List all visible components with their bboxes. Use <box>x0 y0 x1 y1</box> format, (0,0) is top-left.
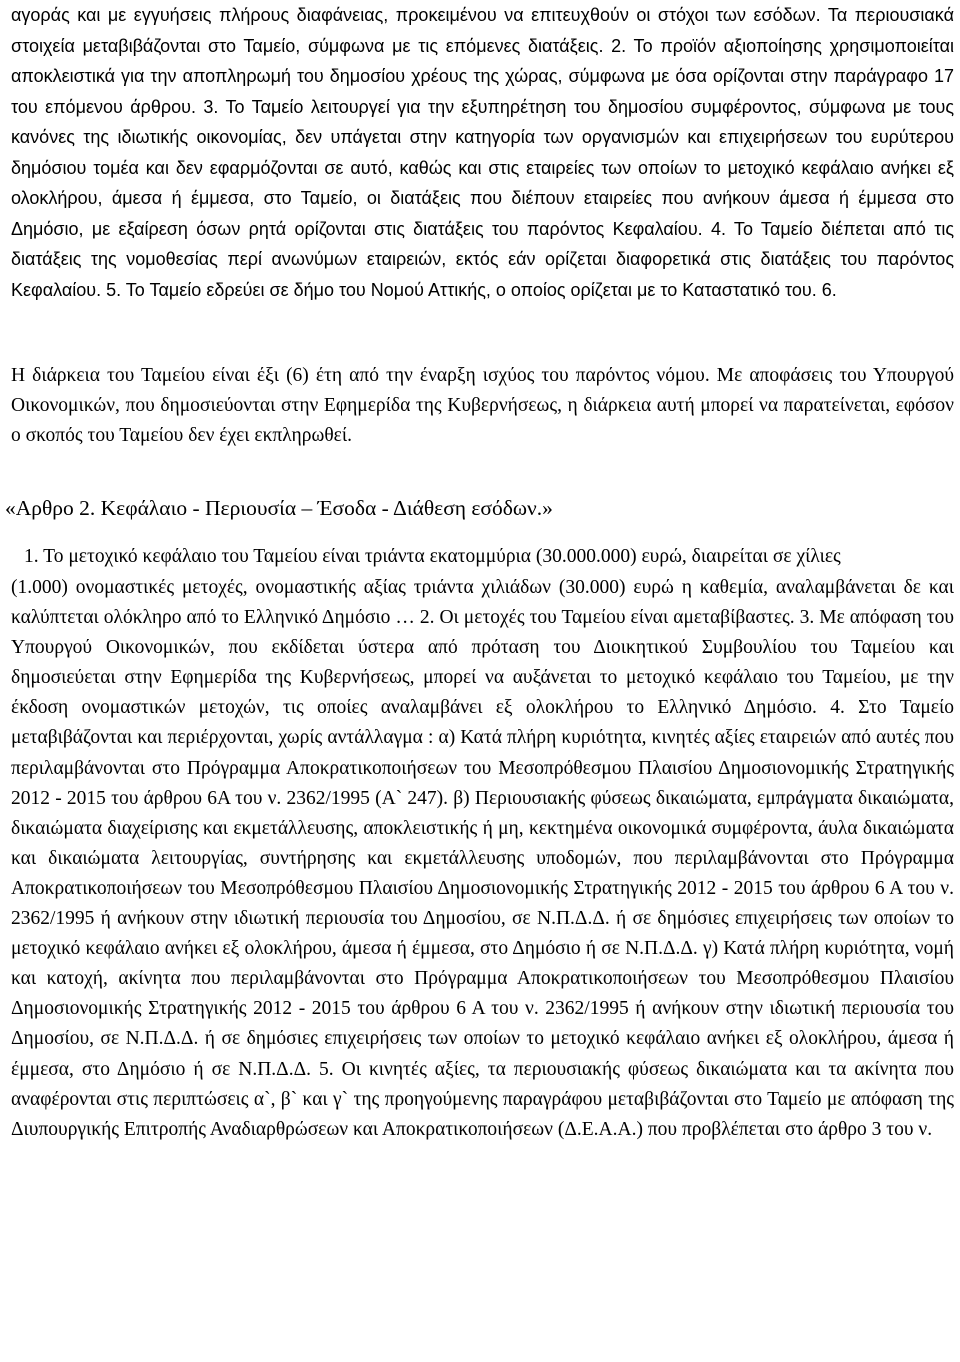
paragraph-article-1-continued: αγοράς και με εγγυήσεις πλήρους διαφάνειας, προκειμένου να επιτευχθούν οι στόχοι των εσόδων. Τα περιουσιακά στοιχεία μεταβιβάζονται στο Ταμείο, σύμφωνα με τις επόμενες διατάξεις. 2. Το προϊόν αξιοποίησης χρησιμοποιείται αποκλειστικά για την αποπληρωμή του δημοσίου χρέους της χώρας, σύμφωνα με όσα ορίζονται στην παράγραφο 17 του επόμενου άρθρου. 3. Το Ταμείο λειτουργεί για την εξυπηρέτηση του δημοσίου συμφέροντος, σύμφωνα με τους κανόνες της ιδιωτικής οικονομίας, δεν υπάγεται στην κατηγορία των οργανισμών και επιχειρήσεων του ευρύτερου δημόσιου τομέα και δεν εφαρμόζονται σε αυτό, καθώς και στις εταιρείες των οποίων το μετοχικό κεφάλαιο ανήκει εξ ολοκλήρου, άμεσα ή έμμεσα, στο Ταμείο, οι διατάξεις που διέπουν εταιρείες που ανήκουν άμεσα ή έμμεσα στο Δημόσιο, με εξαίρεση όσων ρητά ορίζονται στις διατάξεις του παρόντος Κεφαλαίου. 4. Το Ταμείο διέπεται από τις διατάξεις της νομοθεσίας περί ανωνύμων εταιρειών, εκτός εάν ορίζεται διαφορετικά στις διατάξεις του παρόντος Κεφαλαίου. 5. Το Ταμείο εδρεύει σε δήμο του Νομού Αττικής, ο οποίος ορίζεται με το Καταστατικό του. 6. <box>11 5 954 300</box>
article-2-heading: «Αρθρο 2. Κεφάλαιο - Περιουσία – Έσοδα - Διάθεση εσόδων.» <box>5 496 553 520</box>
paragraph-share-capital-first-line: 1. Το μετοχικό κεφάλαιο του Ταμείου είναι τριάντα εκατομμύρια (30.000.000) ευρώ, διαιρείται σε χίλιες <box>24 546 841 567</box>
paragraph-duration: Η διάρκεια του Ταμείου είναι έξι (6) έτη από την έναρξη ισχύος του παρόντος νόμου. Με αποφάσεις του Υπουργού Οικονομικών, που δημοσιεύονται στην Εφημερίδα της Κυβερνήσεως, η διάρκεια αυτή μπορεί να παρατείνεται, εφόσον ο σκοπός του Ταμείου δεν έχει εκπληρωθεί. <box>11 365 954 447</box>
paragraph-share-capital: (1.000) ονομαστικές μετοχές, ονομαστικής αξίας τριάντα χιλιάδων (30.000) ευρώ η καθεμία, αναλαμβάνεται δε και καλύπτεται ολόκληρο από το Ελληνικό Δημόσιο … 2. Οι μετοχές του Ταμείου είναι αμεταβίβαστες. 3. Με απόφαση του Υπουργού Οικονομικών, που εκδίδεται ύστερα από πρόταση του Διοικητικού Συμβουλίου του Ταμείου και δημοσιεύεται στην Εφημερίδα της Κυβερνήσεως, μπορεί να αυξάνεται το μετοχικό κεφάλαιο του Ταμείου, με την έκδοση ονομαστικών μετοχών, τις οποίες αναλαμβάνει εξ ολοκλήρου το Ελληνικό Δημόσιο. 4. Στο Ταμείο μεταβιβάζονται και περιέρχονται, χωρίς αντάλλαγμα : α) Κατά πλήρη κυριότητα, κινητές αξίες εταιρειών από αυτές που περιλαμβάνονται στο Πρόγραμμα Αποκρατικοποιήσεων του Μεσοπρόθεσμου Πλαισίου Δημοσιονομικής Στρατηγικής 2012 - 2015 του άρθρου 6Α του ν. 2362/1995 (Α` 247). β) Περιουσιακής φύσεως δικαιώματα, εμπράγματα δικαιώματα, δικαιώματα διαχείρισης και εκμετάλλευσης, αποκλειστικής ή μη, κεκτημένα οικονομικά συμφέροντα, άυλα δικαιώματα και δικαιώματα λειτουργίας, συντήρησης και εκμετάλλευσης υποδομών, που περιλαμβάνονται στο Πρόγραμμα Αποκρατικοποιήσεων του Μεσοπρόθεσμου Πλαισίου Δημοσιονομικής Στρατηγικής 2012 - 2015 του άρθρου 6 Α του ν. 2362/1995 ή ανήκουν στην ιδιωτική περιουσία του Δημοσίου, σε Ν.Π.Δ.Δ. ή σε δημόσιες επιχειρήσεις των οποίων το μετοχικό κεφάλαιο ανήκει εξ ολοκλήρου, άμεσα ή έμμεσα, στο Δημόσιο ή σε Ν.Π.Δ.Δ. γ) Κατά πλήρη κυριότητα, νομή και κατοχή, ακίνητα που περιλαμβάνονται στο Πρόγραμμα Αποκρατικοποιήσεων του Μεσοπρόθεσμου Πλαισίου Δημοσιονομικής Στρατηγικής 2012 - 2015 του άρθρου 6 Α του ν. 2362/1995 ή ανήκουν στην ιδιωτική περιουσία του Δημοσίου, σε Ν.Π.Δ.Δ. ή σε δημόσιες επιχειρήσεις των οποίων το μετοχικό κεφάλαιο ανήκει εξ ολοκλήρου, άμεσα ή έμμεσα, στο Δημόσιο ή σε Ν.Π.Δ.Δ. 5. Οι κινητές αξίες, τα περιουσιακής φύσεως δικαιώματα και τα ακίνητα που αναφέρονται στις περιπτώσεις α`, β` και γ` της προηγούμενης παραγράφου μεταβιβάζονται στο Ταμείο με απόφαση της Διυπουργικής Επιτροπής Αναδιαρθρώσεων και Αποκρατικοποιήσεων (Δ.Ε.Α.Α.) που προβλέπεται στο άρθρο 3 του ν. <box>11 577 954 1140</box>
